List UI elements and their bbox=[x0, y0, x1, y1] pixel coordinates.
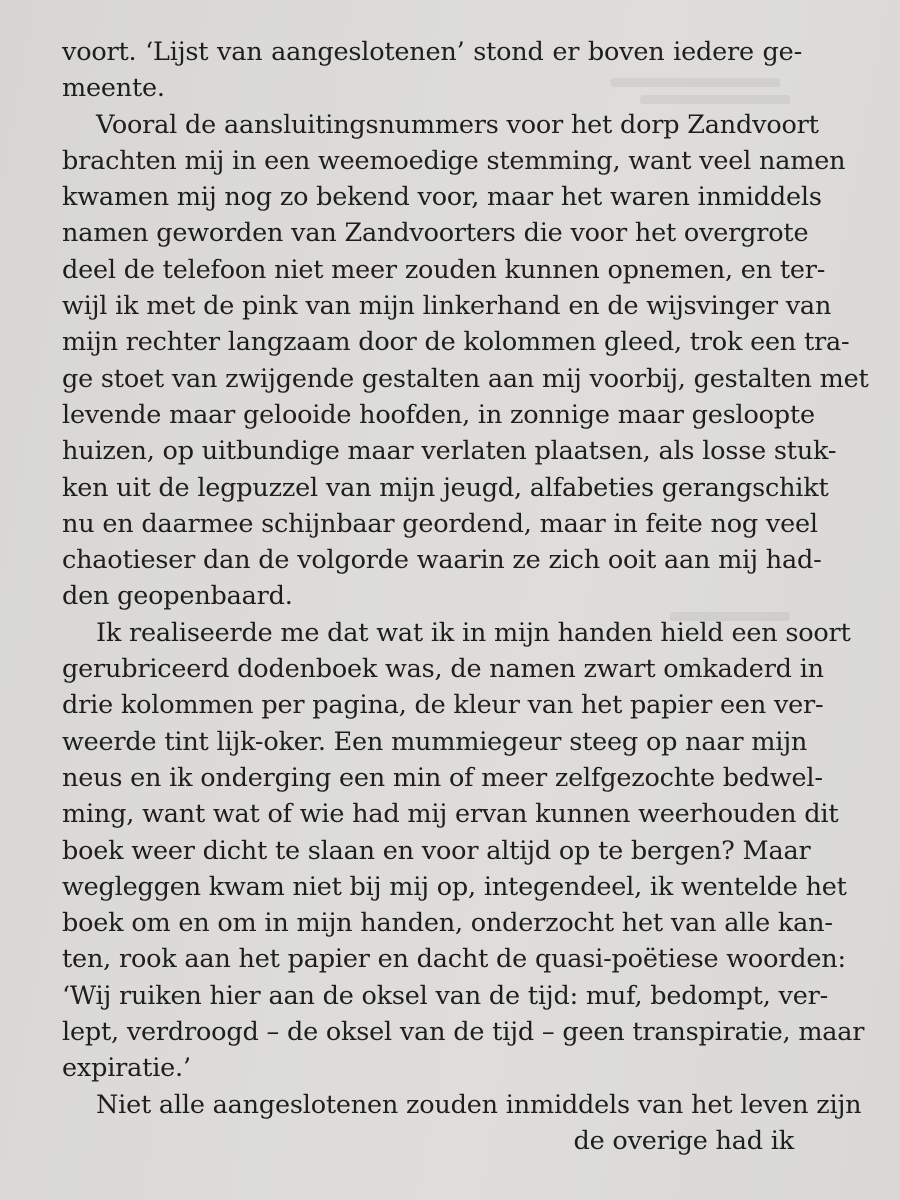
text-line: kwamen mij nog zo bekend voor, maar het waren inmiddels bbox=[62, 182, 822, 213]
text-line: drie kolommen per pagina, de kleur van het papier een ver- bbox=[62, 690, 824, 721]
text-line: ming, want wat of wie had mij ervan kunnen weerhouden dit bbox=[62, 799, 839, 830]
text-line: Ik realiseerde me dat wat ik in mijn handen hield een soort bbox=[96, 617, 851, 648]
text-line: mijn rechter langzaam door de kolommen gleed, trok een tra- bbox=[62, 327, 850, 358]
text-line: ten, rook aan het papier en dacht de quasi-poëtiese woorden: bbox=[62, 944, 846, 975]
text-line: boek om en om in mijn handen, onderzocht het van alle kan- bbox=[62, 908, 833, 939]
text-line: Niet alle aangeslotenen zouden inmiddels van het leven zijn bbox=[96, 1089, 862, 1120]
text-line: huizen, op uitbundige maar verlaten plaatsen, als losse stuk- bbox=[62, 436, 837, 467]
text-line: nu en daarmee schijnbaar geordend, maar in feite nog veel bbox=[62, 508, 818, 539]
text-line: neus en ik onderging een min of meer zelfgezochte bedwel- bbox=[62, 762, 823, 793]
text-line: Vooral de aansluitingsnummers voor het dorp Zandvoort bbox=[96, 109, 819, 140]
text-line: weerde tint lijk-oker. Een mummiegeur steeg op naar mijn bbox=[62, 726, 808, 757]
text-line: ge stoet van zwijgende gestalten aan mij voorbij, gestalten met bbox=[62, 363, 869, 394]
text-line: de overige had ik bbox=[573, 1125, 794, 1156]
text-line: voort. ‘Lijst van aangeslotenen’ stond er boven iedere ge- bbox=[62, 37, 802, 67]
text-line: levende maar gelooide hoofden, in zonnige maar gesloopte bbox=[62, 399, 815, 430]
text-line: ken uit de legpuzzel van mijn jeugd, alfabeties gerangschikt bbox=[62, 472, 829, 503]
text-line: brachten mij in een weemoedige stemming, want veel namen bbox=[62, 145, 846, 176]
page-text bbox=[62, 34, 869, 1156]
text-line: boek weer dicht te slaan en voor altijd op te bergen? Maar bbox=[62, 835, 811, 866]
text-line: namen geworden van Zandvoorters die voor het overgrote bbox=[62, 218, 809, 249]
text-line: wegleggen kwam niet bij mij op, integendeel, ik wentelde het bbox=[62, 871, 847, 902]
text-line: meente. bbox=[62, 73, 165, 104]
text-line: chaotieser dan de volgorde waarin ze zich ooit aan mij had- bbox=[62, 545, 822, 576]
text-line: wijl ik met de pink van mijn linkerhand en de wijsvinger van bbox=[62, 291, 832, 322]
text-line: den geopenbaard. bbox=[62, 581, 293, 612]
text-line: deel de telefoon niet meer zouden kunnen opnemen, en ter- bbox=[62, 254, 826, 285]
text-line: lept, verdroogd – de oksel van de tijd – geen transpiratie, maar bbox=[62, 1017, 865, 1048]
text-line: ‘Wij ruiken hier aan de oksel van de tijd: muf, bedompt, ver- bbox=[62, 980, 829, 1011]
text-line: gerubriceerd dodenboek was, de namen zwart omkaderd in bbox=[62, 654, 824, 685]
text-line: expiratie.’ bbox=[62, 1053, 191, 1084]
